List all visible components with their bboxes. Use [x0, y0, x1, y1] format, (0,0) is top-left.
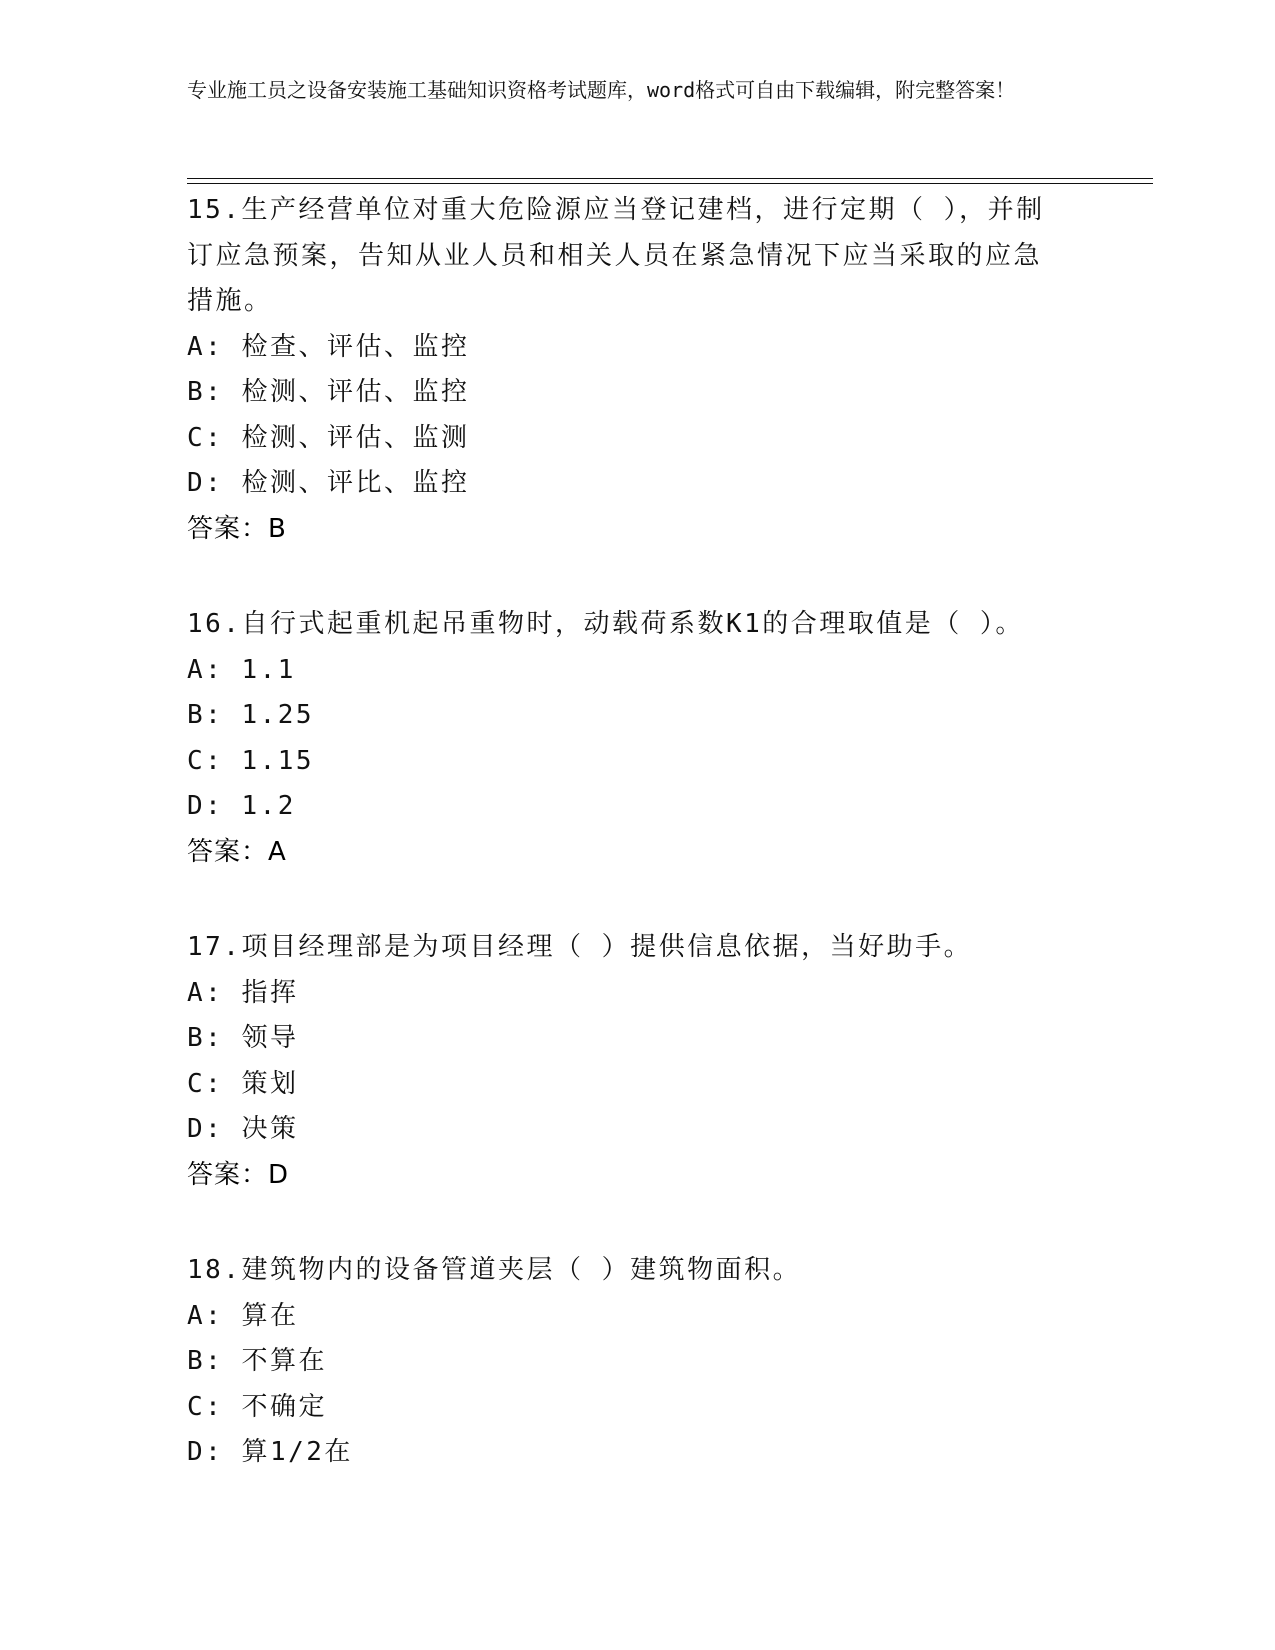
question-17 [187, 925, 1153, 1198]
question-list [187, 188, 1153, 1526]
question-18 [187, 1248, 1153, 1476]
option-b: B: 1.25 [187, 700, 315, 730]
option-a: A: 算在 [187, 1300, 299, 1331]
option-a: A: 1.1 [187, 654, 296, 685]
question-stem: 17.项目经理部是为项目经理（ ）提供信息依据，当好助手。 [187, 932, 973, 962]
option-b: B: 不算在 [187, 1346, 327, 1376]
option-d: D: 检测、评比、监控 [187, 468, 470, 498]
header-rule-top [187, 178, 1153, 179]
question-stem: 16.自行式起重机起吊重物时，动载荷系数K1的合理取值是（ ）。 [187, 609, 1024, 639]
option-c: C: 策划 [187, 1068, 299, 1099]
question-stem: 18.建筑物内的设备管道夹层（ ）建筑物面积。 [187, 1255, 802, 1285]
option-c: C: 检测、评估、监测 [187, 422, 470, 453]
option-a: A: 指挥 [187, 977, 299, 1008]
option-d: D: 决策 [187, 1114, 299, 1144]
question-16 [187, 602, 1153, 875]
option-b: B: 领导 [187, 1023, 299, 1053]
question-stem: 15.生产经营单位对重大危险源应当登记建档，进行定期（ ），并制订应急预案，告知从业人员和相关人员在紧急情况下应当采取的应急措施。 [187, 195, 1045, 316]
option-c: C: 1.15 [187, 745, 315, 776]
question-15 [187, 188, 1153, 552]
option-b: B: 检测、评估、监控 [187, 377, 470, 407]
option-c: C: 不确定 [187, 1391, 327, 1422]
header-rule-bottom [187, 183, 1153, 184]
answer-line: 答案：A [187, 836, 287, 867]
document-header: 专业施工员之设备安装施工基础知识资格考试题库，word格式可自由下载编辑，附完整答案！ [187, 78, 1016, 102]
option-d: D: 算1/2在 [187, 1437, 353, 1467]
answer-line: 答案：D [187, 1159, 290, 1190]
option-a: A: 检查、评估、监控 [187, 331, 470, 362]
answer-line: 答案：B [187, 513, 287, 544]
option-d: D: 1.2 [187, 791, 296, 821]
